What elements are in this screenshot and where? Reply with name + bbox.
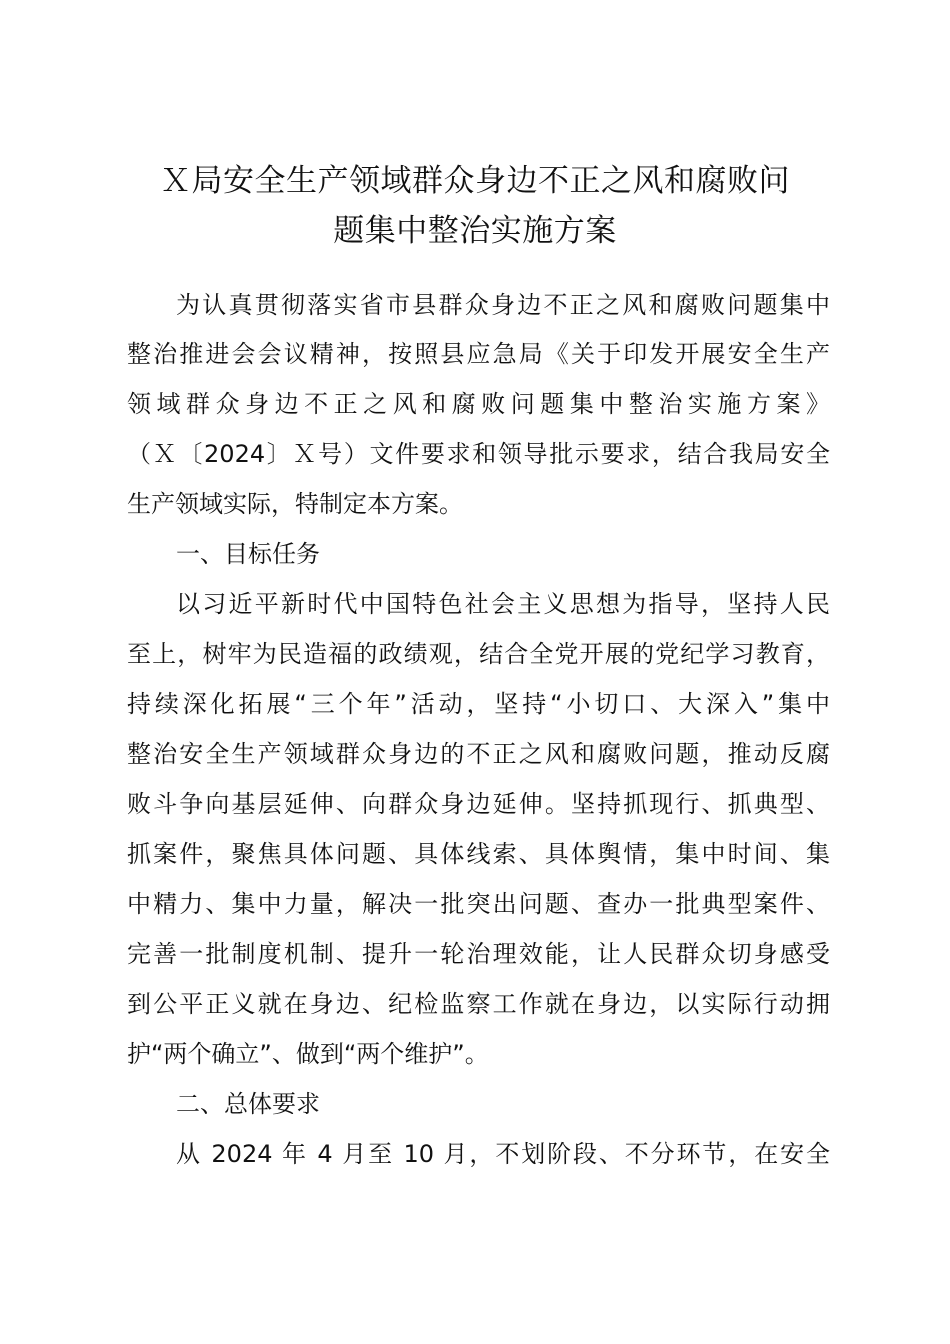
intro-line-2: 整治推进会会议精神，按照县应急局《关于印发开展安全生产	[127, 340, 830, 368]
section-1-heading: 一、目标任务	[176, 540, 320, 568]
section-1-line-6: 抓案件，聚焦具体问题、具体线索、具体舆情，集中时间、集	[127, 840, 830, 868]
document-title-line-2: 题集中整治实施方案	[333, 213, 617, 249]
section-1-line-3: 持续深化拓展“三个年”活动，坚持“小切口、大深入”集中	[127, 690, 830, 718]
section-1-line-1: 以习近平新时代中国特色社会主义思想为指导，坚持人民	[176, 590, 830, 618]
section-1-line-10: 护“两个确立”、做到“两个维护”。	[127, 1040, 489, 1068]
document-title-line-1: Ｘ局安全生产领域群众身边不正之风和腐败问	[160, 163, 790, 199]
intro-line-3: 领域群众身边不正之风和腐败问题集中整治实施方案》	[127, 390, 830, 418]
section-2-heading: 二、总体要求	[176, 1090, 320, 1118]
intro-line-5: 生产领域实际，特制定本方案。	[127, 490, 463, 518]
section-2-line-1: 从 2024 年 4 月至 10 月，不划阶段、不分环节，在安全	[176, 1140, 830, 1168]
section-1-line-8: 完善一批制度机制、提升一轮治理效能，让人民群众切身感受	[127, 940, 830, 968]
intro-line-4: （Ｘ〔2024〕Ｘ号）文件要求和领导批示要求，结合我局安全	[127, 440, 830, 468]
section-1-line-7: 中精力、集中力量，解决一批突出问题、查办一批典型案件、	[127, 890, 830, 918]
section-1-line-9: 到公平正义就在身边、纪检监察工作就在身边，以实际行动拥	[127, 990, 830, 1018]
section-1-line-5: 败斗争向基层延伸、向群众身边延伸。坚持抓现行、抓典型、	[127, 790, 830, 818]
section-1-line-2: 至上，树牢为民造福的政绩观，结合全党开展的党纪学习教育，	[127, 640, 830, 668]
section-1-line-4: 整治安全生产领域群众身边的不正之风和腐败问题，推动反腐	[127, 740, 830, 768]
intro-line-1: 为认真贯彻落实省市县群众身边不正之风和腐败问题集中	[176, 291, 830, 319]
